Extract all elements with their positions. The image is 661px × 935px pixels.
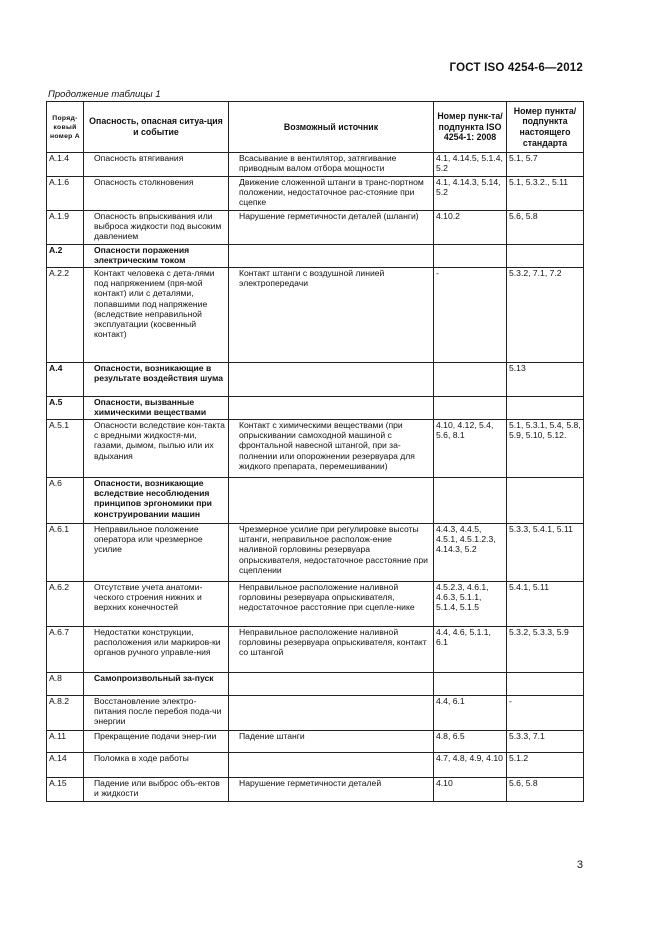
table-row: [47, 524, 584, 582]
table-header-row: [47, 102, 584, 153]
cell-iso-clause: [434, 478, 507, 524]
cell-iso-clause: 4.10.2: [434, 211, 507, 245]
table-row: [47, 582, 584, 627]
cell-number: А.15: [47, 778, 84, 802]
table-row: [47, 268, 584, 363]
cell-number: А.5: [47, 397, 84, 420]
cell-source: Неправильное расположение наливной горловины резервуара опрыскивателя, недостаточное расстояние при сцепле-нике: [229, 582, 434, 627]
cell-standard-clause: 5.13: [507, 363, 584, 397]
table-row: [47, 731, 584, 753]
table-row: [47, 245, 584, 268]
table-row: [47, 696, 584, 731]
cell-hazard: Опасности, возникающие в результате воздействия шума: [84, 363, 229, 397]
cell-source: [229, 753, 434, 778]
table-row: [47, 753, 584, 778]
table-row: [47, 153, 584, 177]
cell-number: А.8.2: [47, 696, 84, 731]
cell-standard-clause: 5.6, 5.8: [507, 211, 584, 245]
cell-source: [229, 363, 434, 397]
col-header-iso-clause: Номер пунк-та/ подпункта ISO 4254-1: 2008: [434, 102, 507, 153]
cell-hazard: Самопроизвольный за-пуск: [84, 673, 229, 696]
cell-hazard: Опасности вследствие кон-такта с вредными жидкостя-ми, газами, дымом, пылью или их вдыхания: [84, 420, 229, 478]
cell-iso-clause: [434, 673, 507, 696]
cell-number: А.5.1: [47, 420, 84, 478]
table-row: [47, 778, 584, 802]
cell-source: [229, 696, 434, 731]
cell-standard-clause: 5.1.2: [507, 753, 584, 778]
cell-source: Движение сложенной штанги в транс-портном положении, недостаточное рас-стояние при сцепке: [229, 177, 434, 211]
table-row: [47, 211, 584, 245]
cell-number: А.14: [47, 753, 84, 778]
cell-number: А.1.6: [47, 177, 84, 211]
cell-source: [229, 478, 434, 524]
cell-hazard: Контакт человека с дета-лями под напряжением (пря-мой контакт) или с деталями, попавшими под напряжение (вследствие неправильной эксплуатации (косвенный контакт): [84, 268, 229, 363]
cell-iso-clause: 4.5.2.3, 4.6.1, 4.6.3, 5.1.1, 5.1.4, 5.1.5: [434, 582, 507, 627]
cell-standard-clause: 5.1, 5.7: [507, 153, 584, 177]
document-code: ГОСТ ISO 4254-6—2012: [449, 62, 583, 74]
cell-hazard: Опасность впрыскивания или выброса жидкости под высоким давлением: [84, 211, 229, 245]
cell-hazard: Опасности, вызванные химическими веществами: [84, 397, 229, 420]
cell-standard-clause: 5.1, 5.3.1, 5.4, 5.8, 5.9, 5.10, 5.12.: [507, 420, 584, 478]
cell-source: Неправильное расположение наливной горловины резервуара опрыскивателя, контакт со штангой: [229, 627, 434, 673]
cell-hazard: Опасности, возникающие вследствие несоблюдения принципов эргономики при конструировании машин: [84, 478, 229, 524]
cell-standard-clause: 5.3.3, 7.1: [507, 731, 584, 753]
cell-standard-clause: 5.4.1, 5.11: [507, 582, 584, 627]
cell-source: [229, 245, 434, 268]
col-header-source: Возможный источник: [229, 102, 434, 153]
cell-hazard: Падение или выброс объ-ектов и жидкости: [84, 778, 229, 802]
cell-hazard: Недостатки конструкции, расположения или маркиров-ки органов ручного управле-ния: [84, 627, 229, 673]
cell-iso-clause: 4.4, 6.1: [434, 696, 507, 731]
cell-iso-clause: 4.1, 4.14.3, 5.14, 5.2: [434, 177, 507, 211]
cell-hazard: Опасности поражения электрическим током: [84, 245, 229, 268]
cell-source: Чрезмерное усилие при регулировке высоты штанги, неправильное располож-ение наливной горловины резервуара опрыскивателя, недостаточное расстояние при сцеплении: [229, 524, 434, 582]
cell-number: А.1.4: [47, 153, 84, 177]
cell-standard-clause: 5.6, 5.8: [507, 778, 584, 802]
cell-number: А.6: [47, 478, 84, 524]
cell-source: Нарушение герметичности деталей: [229, 778, 434, 802]
cell-number: А.11: [47, 731, 84, 753]
cell-number: А.6.2: [47, 582, 84, 627]
cell-number: А.8: [47, 673, 84, 696]
cell-source: Падение штанги: [229, 731, 434, 753]
cell-standard-clause: [507, 397, 584, 420]
cell-hazard: Поломка в ходе работы: [84, 753, 229, 778]
table-row: [47, 420, 584, 478]
cell-source: [229, 673, 434, 696]
cell-number: А.6.7: [47, 627, 84, 673]
cell-iso-clause: [434, 397, 507, 420]
cell-standard-clause: [507, 478, 584, 524]
cell-iso-clause: 4.7, 4.8, 4.9, 4.10: [434, 753, 507, 778]
table-row: [47, 627, 584, 673]
cell-source: Контакт штанги с воздушной линией электропередачи: [229, 268, 434, 363]
cell-number: А.6.1: [47, 524, 84, 582]
col-header-number: Поряд-ковый номер А: [47, 102, 84, 153]
cell-number: А.4: [47, 363, 84, 397]
cell-hazard: Опасность втягивания: [84, 153, 229, 177]
table-row: [47, 363, 584, 397]
cell-iso-clause: [434, 363, 507, 397]
cell-standard-clause: 5.3.3, 5.4.1, 5.11: [507, 524, 584, 582]
cell-standard-clause: [507, 245, 584, 268]
cell-hazard: Прекращение подачи энер-гии: [84, 731, 229, 753]
cell-iso-clause: 4.4.3, 4.4.5, 4.5.1, 4.5.1.2.3, 4.14.3, 5.2: [434, 524, 507, 582]
cell-iso-clause: 4.8, 6.5: [434, 731, 507, 753]
hazard-table: [46, 101, 584, 802]
table-row: [47, 478, 584, 524]
cell-standard-clause: 5.3.2, 7.1, 7.2: [507, 268, 584, 363]
cell-iso-clause: 4.1, 4.14.5, 5.1.4, 5.2: [434, 153, 507, 177]
cell-hazard: Неправильное положение оператора или чрезмерное усилие: [84, 524, 229, 582]
cell-hazard: Отсутствие учета анатоми-ческого строения нижних и верхних конечностей: [84, 582, 229, 627]
cell-standard-clause: 5.1, 5.3.2., 5.11: [507, 177, 584, 211]
col-header-hazard: Опасность, опасная ситуа-ция и событие: [84, 102, 229, 153]
cell-hazard: Опасность столкновения: [84, 177, 229, 211]
cell-iso-clause: [434, 245, 507, 268]
cell-number: А.2: [47, 245, 84, 268]
table-row: [47, 673, 584, 696]
page-number: 3: [576, 859, 583, 871]
cell-number: А.2.2: [47, 268, 84, 363]
cell-standard-clause: 5.3.2, 5.3.3, 5.9: [507, 627, 584, 673]
cell-standard-clause: -: [507, 696, 584, 731]
cell-source: [229, 397, 434, 420]
cell-source: Нарушение герметичности деталей (шланги): [229, 211, 434, 245]
table-row: [47, 177, 584, 211]
cell-source: Всасывание в вентилятор, затягивание приводным валом отбора мощности: [229, 153, 434, 177]
table-row: [47, 397, 584, 420]
cell-number: А.1.9: [47, 211, 84, 245]
cell-iso-clause: 4.10, 4.12, 5.4, 5.6, 8.1: [434, 420, 507, 478]
cell-iso-clause: 4.10: [434, 778, 507, 802]
cell-iso-clause: 4.4, 4.6, 5.1.1, 6.1: [434, 627, 507, 673]
cell-standard-clause: [507, 673, 584, 696]
cell-iso-clause: -: [434, 268, 507, 363]
cell-source: Контакт с химическими веществами (при опрыскивании самоходной машиной с фронтальной навесной штангой, при за-полнении или опорожнении резервуара для жидкого препарата, перемешивании): [229, 420, 434, 478]
table-caption: Продолжение таблицы 1: [48, 89, 161, 100]
col-header-standard-clause: Номер пункта/ подпункта настоящего стандарта: [507, 102, 584, 153]
cell-hazard: Восстановление электро-питания после перебоя пода-чи энергии: [84, 696, 229, 731]
